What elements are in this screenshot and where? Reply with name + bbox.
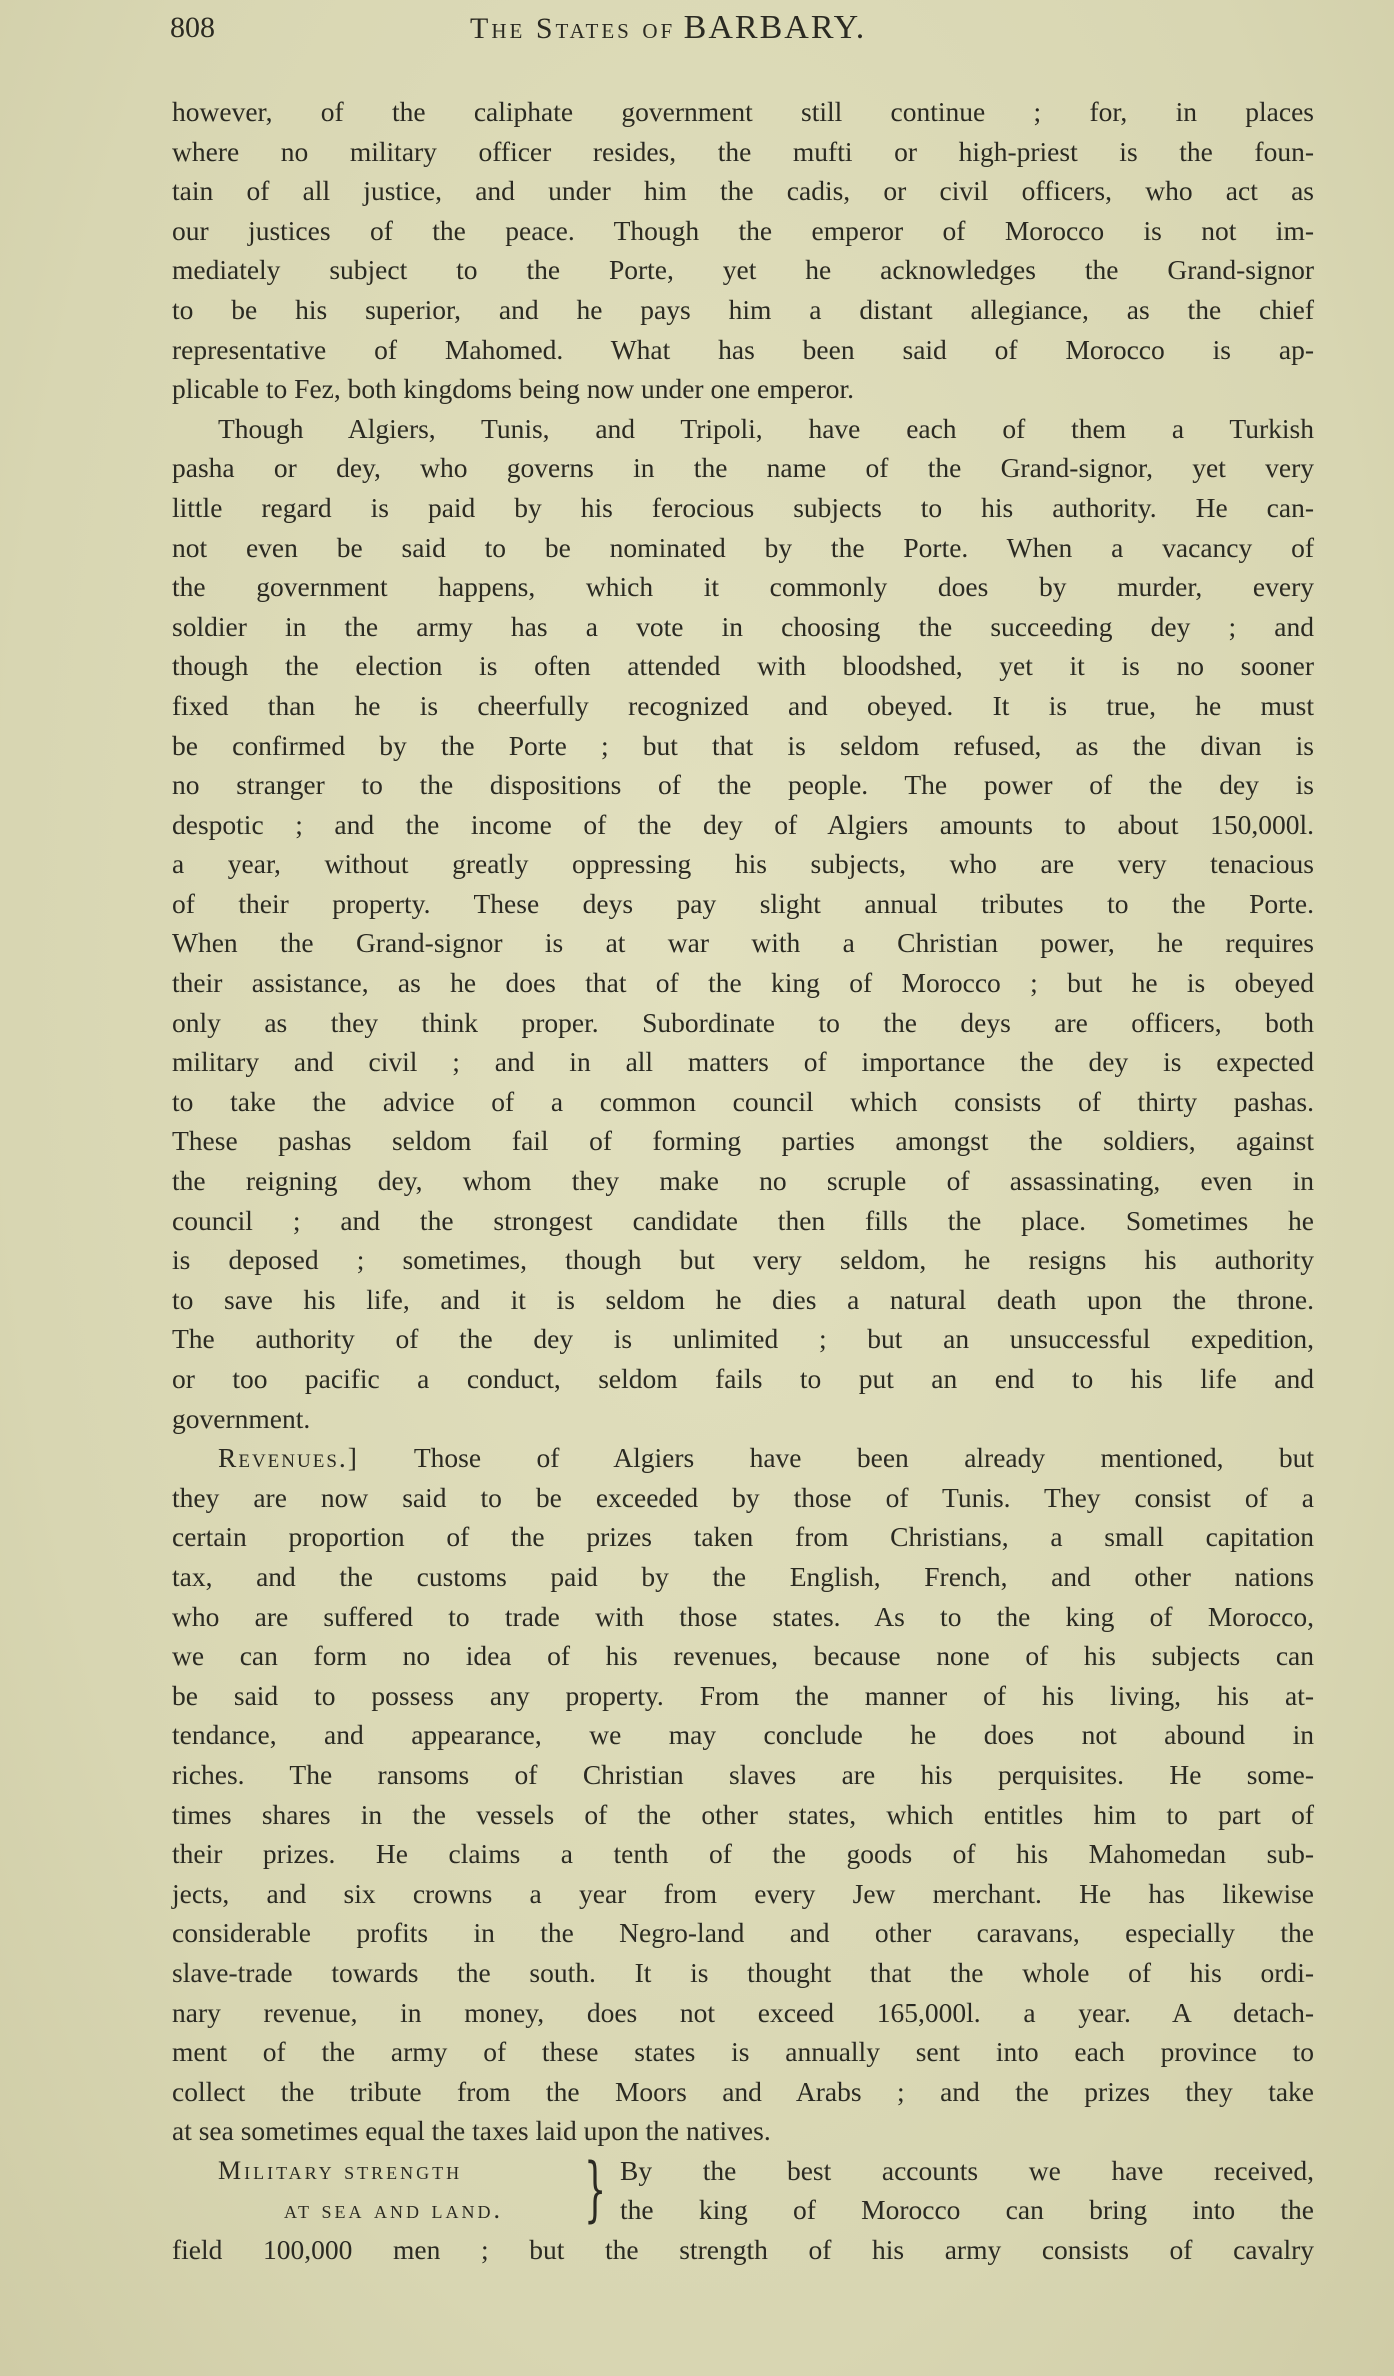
text-line: riches. The ransoms of Christian slaves are his perquisites. He some-: [172, 1758, 1314, 1790]
text-line: representative of Mahomed. What has been said of Morocco is ap-: [172, 333, 1314, 365]
text-line: who are suffered to trade with those states. As to the king of Morocco,: [172, 1600, 1314, 1632]
text-line: military and civil ; and in all matters of importance the dey is expected: [172, 1046, 1314, 1078]
text-line: we can form no idea of his revenues, because none of his subjects can: [172, 1640, 1314, 1672]
text-line: not even be said to be nominated by the Porte. When a vacancy of: [172, 531, 1314, 563]
text-line: be confirmed by the Porte ; but that is seldom refused, as the divan is: [172, 729, 1314, 761]
text-line: pasha or dey, who governs in the name of the Grand-signor, yet very: [172, 452, 1314, 484]
text-line: be said to possess any property. From the manner of his living, his at-: [172, 1679, 1314, 1711]
text-line: though the election is often attended with bloodshed, yet it is no sooner: [172, 650, 1314, 682]
body-text: [172, 92, 1314, 2270]
page-number: 808: [170, 11, 215, 44]
text-line: The authority of the dey is unlimited ; but an unsuccessful expedition,: [172, 1323, 1314, 1355]
text-line: government.: [172, 1402, 311, 1434]
running-title: [470, 8, 866, 49]
text-line: only as they think proper. Subordinate to the deys are officers, both: [172, 1006, 1314, 1038]
text-line: to save his life, and it is seldom he dies a natural death upon the throne.: [172, 1283, 1314, 1315]
text-fragment: Those of Algiers have been already mentioned, but: [413, 1442, 1314, 1474]
text-line: mediately subject to the Porte, yet he acknowledges the Grand-signor: [172, 254, 1314, 286]
text-line: plicable to Fez, both kingdoms being now under one emperor.: [172, 373, 855, 405]
text-line: our justices of the peace. Though the emperor of Morocco is not im-: [172, 214, 1314, 246]
paragraph-caliphate: [172, 92, 1314, 409]
text-line: little regard is paid by his ferocious subjects to his authority. He can-: [172, 491, 1314, 523]
text-line: is deposed ; sometimes, though but very seldom, he resigns his authority: [172, 1244, 1314, 1276]
text-line: times shares in the vessels of the other states, which entitles him to part of: [172, 1798, 1314, 1830]
text-line: despotic ; and the income of the dey of Algiers amounts to about 150,000l.: [172, 808, 1314, 840]
text-line: their prizes. He claims a tenth of the goods of his Mahomedan sub-: [172, 1838, 1314, 1870]
text-line: [172, 1438, 1314, 1478]
sidenote-adjacent-text: [620, 2151, 1314, 2230]
text-line: or too pacific a conduct, seldom fails to put an end to his life and: [172, 1363, 1314, 1394]
section-heading-revenues: Revenues.]: [218, 1442, 359, 1474]
text-line: the king of Morocco can bring into the: [620, 2194, 1314, 2226]
text-line: collect the tribute from the Moors and Arabs ; and the prizes they take: [172, 2075, 1314, 2107]
sidenote-line: at sea and land.: [284, 2195, 503, 2225]
text-line: field 100,000 men ; but the strength of his army consists of cavalry: [172, 2234, 1314, 2266]
running-title-prefix: The States of: [470, 12, 676, 45]
text-line: tendance, and appearance, we may conclude he does not abound in: [172, 1719, 1314, 1751]
text-line: where no military officer resides, the mufti or high-priest is the foun-: [172, 135, 1314, 167]
text-line: of their property. These deys pay slight annual tributes to the Porte.: [172, 887, 1314, 919]
text-line: at sea sometimes equal the taxes laid upon the natives.: [172, 2115, 771, 2147]
sidenote-military-strength: [218, 2151, 578, 2230]
text-line: however, of the caliphate government still continue ; for, in places: [172, 96, 1314, 127]
text-line: slave-trade towards the south. It is thought that the whole of his ordi-: [172, 1956, 1314, 1988]
paragraph-deys: [172, 409, 1314, 1438]
sidenote-row: [172, 2147, 1314, 2230]
text-line: These pashas seldom fail of forming parties amongst the soldiers, against: [172, 1125, 1314, 1157]
running-header: [170, 8, 1320, 48]
text-line: soldier in the army has a vote in choosing the succeeding dey ; and: [172, 610, 1314, 642]
text-line: When the Grand-signor is at war with a Christian power, he requires: [172, 927, 1314, 959]
text-line: to be his superior, and he pays him a distant allegiance, as the chief: [172, 293, 1314, 325]
text-line: to take the advice of a common council which consists of thirty pashas.: [172, 1085, 1314, 1117]
text-line: no stranger to the dispositions of the people. The power of the dey is: [172, 769, 1314, 801]
paragraph-military: [172, 2147, 1314, 2270]
text-line: a year, without greatly oppressing his subjects, who are very tenacious: [172, 848, 1314, 880]
paragraph-revenues: [172, 1438, 1314, 2151]
sidenote-line: Military strength: [218, 2155, 463, 2185]
text-line: fixed than he is cheerfully recognized and obeyed. It is true, he must: [172, 689, 1314, 721]
text-line: considerable profits in the Negro-land and other caravans, especially the: [172, 1917, 1314, 1949]
text-line: By the best accounts we have received,: [620, 2154, 1314, 2186]
text-line: tax, and the customs paid by the English, French, and other nations: [172, 1560, 1314, 1592]
text-line: Though Algiers, Tunis, and Tripoli, have each of them a Turkish: [218, 412, 1314, 444]
brace-icon: }: [584, 2147, 607, 2230]
running-title-main: BARBARY.: [683, 9, 867, 46]
text-line: council ; and the strongest candidate then fills the place. Sometimes he: [172, 1204, 1314, 1236]
text-line: jects, and six crowns a year from every Jew merchant. He has likewise: [172, 1877, 1314, 1909]
text-line: they are now said to be exceeded by those of Tunis. They consist of a: [172, 1481, 1314, 1513]
text-line: ment of the army of these states is annually sent into each province to: [172, 2036, 1314, 2068]
text-line: tain of all justice, and under him the cadis, or civil officers, who act as: [172, 175, 1314, 207]
text-line: the reigning dey, whom they make no scruple of assassinating, even in: [172, 1165, 1314, 1197]
text-line: certain proportion of the prizes taken from Christians, a small capitation: [172, 1521, 1314, 1553]
text-line: the government happens, which it commonly does by murder, every: [172, 571, 1314, 603]
text-line: nary revenue, in money, does not exceed 165,000l. a year. A detach-: [172, 1996, 1314, 2028]
text-line: their assistance, as he does that of the king of Morocco ; but he is obeyed: [172, 967, 1314, 999]
